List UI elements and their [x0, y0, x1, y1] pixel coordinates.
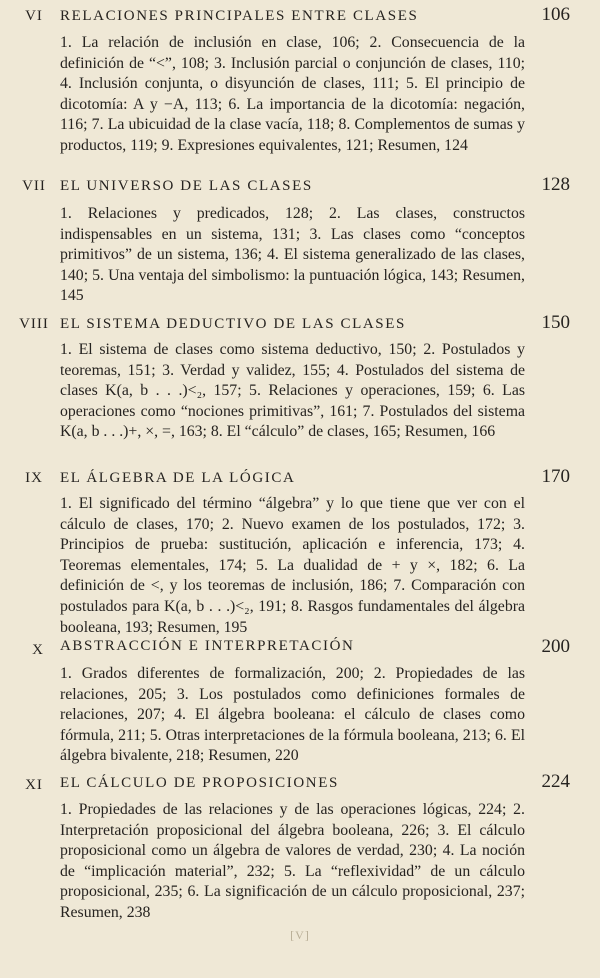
chapter-number: VI	[25, 8, 43, 24]
chapter-title: ABSTRACCIÓN E INTERPRETACIÓN	[60, 638, 355, 654]
chapter-title: EL UNIVERSO DE LAS CLASES	[60, 178, 313, 194]
chapter-contents: 1. La relación de inclusión en clase, 106; 2. Consecuencia de la definición de “<”, 108; 3. Inclusión parcial o conjunción de clases, 110; 4. Inclusión conjunta, o disyunción de clases, 111; 5. El principio de dicotomía: A y −A, 113; 6. La importancia de la dicotomía: negación, 116; 7. La ubicuidad de la clase vacía, 118; 8. Complementos de sumas y productos, 119; 9. Expresiones equivalentes, 121; Resumen, 124	[60, 34, 525, 154]
chapter-page: 106	[541, 4, 570, 25]
chapter-title: EL ÁLGEBRA DE LA LÓGICA	[60, 470, 296, 486]
chapter-title: EL SISTEMA DEDUCTIVO DE LAS CLASES	[60, 316, 406, 332]
chapter-title: EL CÁLCULO DE PROPOSICIONES	[60, 775, 339, 791]
chapter-number: X	[32, 642, 44, 658]
chapter-number: VIII	[19, 316, 49, 332]
chapter-contents: 1. Grados diferentes de formalización, 200; 2. Propiedades de las relaciones, 205; 3. Los postulados como definiciones formales de relaciones, 207; 4. El álgebra booleana: el cálculo de clases como fórmula, 211; 5. Otras interpretaciones de la fórmula booleana, 213; 6. El álgebra bivalente, 218; Resumen, 220	[60, 665, 525, 765]
chapter-contents: 1. Propiedades de las relaciones y de las operaciones lógicas, 224; 2. Interpretación proposicional del álgebra booleana, 226; 3. El cálculo proposicional como un álgebra de valores de verdad, 230; 4. La noción de “implicación material”, 232; 5. La “reflexividad” de un cálculo proposicional, 235; 6. La significación de un cálculo proposicional, 237; Resumen, 238	[60, 801, 525, 921]
chapter-contents: 1. Relaciones y predicados, 128; 2. Las clases, constructos indispensables en un sistema, 131; 3. Las clases como “conceptos primitivos” de un sistema, 136; 4. El sistema generalizado de las clases, 140; 5. Una ventaja del simbolismo: la puntuación lógica, 143; Resumen, 145	[60, 205, 525, 305]
chapter-page: 200	[541, 636, 570, 657]
chapter-page: 224	[541, 771, 570, 792]
chapter-number: XI	[25, 777, 43, 793]
chapter-page: 150	[541, 312, 570, 333]
chapter-page: 170	[541, 466, 570, 487]
chapter-contents: 1. El significado del término “álgebra” y lo que tiene que ver con el cálculo de clases, 170; 2. Nuevo examen de los postulados, 172; 3. Principios de prueba: sustitución, aplicación e inferencia, 173; 4. Teoremas elementales, 174; 5. La dualidad de + y ×, 182; 6. La definición de <, y los teoremas de inclusión, 186; 7. Comparación con postulados para K(a, b . . .)<₂, 191; 8. Rasgos fundamentales del álgebra booleana, 193; Resumen, 195	[60, 495, 525, 636]
chapter-number: VII	[22, 178, 46, 194]
chapter-number: IX	[25, 470, 43, 486]
chapter-page: 128	[541, 174, 570, 195]
page-footer: [V]	[290, 928, 310, 942]
chapter-contents: 1. El sistema de clases como sistema deductivo, 150; 2. Postulados y teoremas, 151; 3. Verdad y validez, 155; 4. Postulados del sistema de clases K(a, b . . .)<₂, 157; 5. Relaciones y operaciones, 159; 6. Las operaciones como “nociones primitivas”, 161; 7. Postulados del sistema K(a, b . . .)+, ×, =, 163; 8. El “cálculo” de clases, 165; Resumen, 166	[60, 341, 525, 441]
chapter-title: RELACIONES PRINCIPALES ENTRE CLASES	[60, 8, 419, 24]
